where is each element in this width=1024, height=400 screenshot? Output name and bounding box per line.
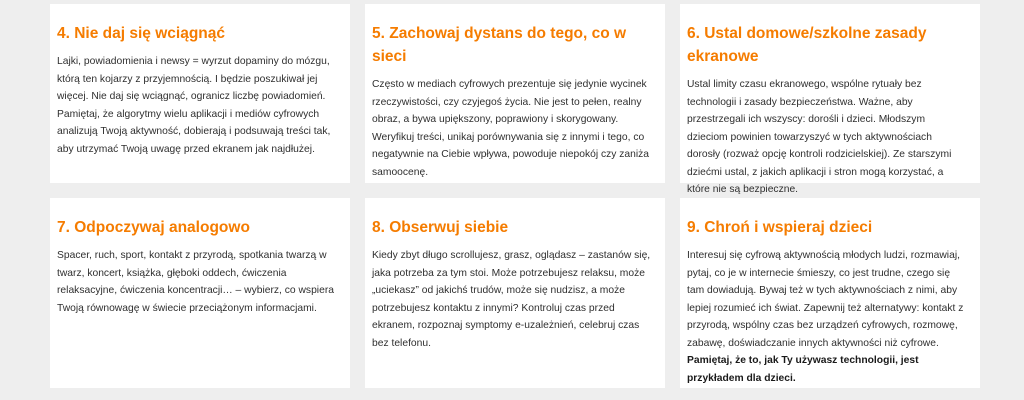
tip-title: 8. Obserwuj siebie bbox=[372, 219, 509, 236]
tip-title: 9. Chroń i wspieraj dzieci bbox=[687, 219, 873, 236]
tip-card-4 bbox=[50, 4, 350, 183]
tip-card-9 bbox=[680, 198, 980, 388]
tip-body: Kiedy zbyt długo scrollujesz, grasz, oglądasz – zastanów się, jaka potrzeba za tym stoi. Może potrzebujesz relaksu, może „uciekasz” od jakichś trudów, może się nudzisz, a może potrzebujesz kontaktu z innymi? Kontroluj czas przed ekranem, rozpoznaj symptomy e-uzależnień, celebruj czas bez telefonu. bbox=[372, 250, 651, 349]
tip-body bbox=[687, 247, 966, 387]
tip-body: Często w mediach cyfrowych prezentuje się jedynie wycinek rzeczywistości, czy czyjegoś życia. Nie jest to pełen, realny obraz, a bywa upiększony, poprawiony i skorygowany. Weryfikuj treści, unikaj porównywania się z innymi i tego, co negatywnie na Ciebie wpływa, powoduje niepokój czy zaniża samoocenę. bbox=[372, 79, 650, 178]
tip-card-5 bbox=[365, 4, 665, 183]
tip-title: 6. Ustal domowe/szkolne zasady ekranowe bbox=[687, 25, 927, 65]
tip-card-6 bbox=[680, 4, 980, 195]
tip-body-text: Interesuj się cyfrową aktywnością młodych ludzi, rozmawiaj, pytaj, co je w internecie śmieszy, co jest trudne, czego się tam dowiadują. Bywaj też w tych aktywnościach z nimi, aby lepiej rozumieć ich świat. Zapewnij też alternatywy: kontakt z przyrodą, wspólny czas bez urządzeń cyfrowych, rozmowę, zabawę, doświadczanie innych aktywności niż cyfrowe. bbox=[687, 250, 964, 349]
tip-card-7 bbox=[50, 198, 350, 388]
tip-card-8 bbox=[365, 198, 665, 388]
tip-title: 5. Zachowaj dystans do tego, co w sieci bbox=[372, 25, 627, 65]
tip-emphasis: Pamiętaj, że to, jak Ty używasz technologii, jest przykładem dla dzieci. bbox=[687, 355, 919, 384]
tip-body: Spacer, ruch, sport, kontakt z przyrodą, spotkania twarzą w twarz, koncert, książka, głęboki oddech, ćwiczenia relaksacyjne, ćwiczenia koncentracji… – wybierz, co wspiera Twoją równowagę w świecie przeciążonym informacjami. bbox=[57, 250, 334, 314]
tip-body: Lajki, powiadomienia i newsy = wyrzut dopaminy do mózgu, którą ten kojarzy z przyjemnością. I będzie poszukiwał jej więcej. Nie daj się wciągnąć, ogranicz liczbę powiadomień. Pamiętaj, że algorytmy wielu aplikacji i mediów cyfrowych analizują Twoją aktywność, dobierają i podsuwają treści tak, aby utrzymać Twoją uwagę przed ekranem jak najdłużej. bbox=[57, 56, 331, 155]
tip-title: 4. Nie daj się wciągnąć bbox=[57, 25, 225, 42]
tip-title: 7. Odpoczywaj analogowo bbox=[57, 219, 250, 236]
tip-body: Ustal limity czasu ekranowego, wspólne rytuały bez technologii i zasady bezpieczeństwa. Ważne, aby przestrzegali ich wszyscy: dorośli i dzieci. Młodszym dzieciom powinien towarzyszyć w tych aktywnościach dorosły (rozważ opcję kontroli rodzicielskiej). Ze starszymi dziećmi ustal, z jakich aplikacji i stron mogą korzystać, a które nie są bezpieczne. bbox=[687, 79, 952, 195]
